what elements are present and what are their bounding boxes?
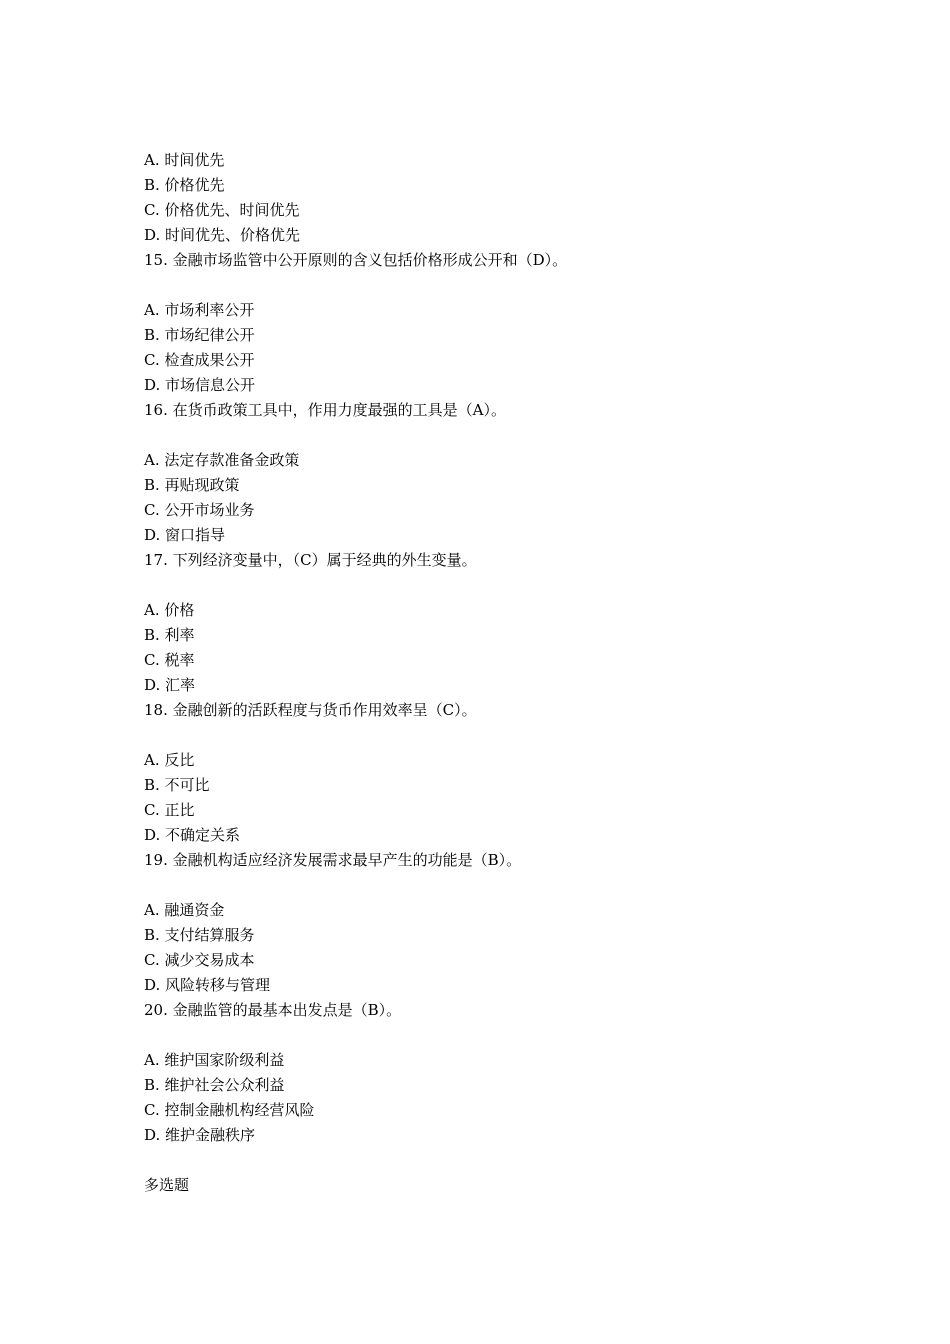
blank-line xyxy=(144,873,864,898)
option: C. 检查成果公开 xyxy=(144,351,255,369)
option: A. 反比 xyxy=(144,751,195,769)
blank-line xyxy=(144,1023,864,1048)
question-15 xyxy=(144,248,864,398)
option: B. 市场纪律公开 xyxy=(144,326,255,344)
blank-line xyxy=(144,723,864,748)
question-text: 19. 金融机构适应经济发展需求最早产生的功能是（B）。 xyxy=(144,851,522,869)
option: D. 时间优先、价格优先 xyxy=(144,226,301,244)
question-20 xyxy=(144,998,864,1148)
question-text: 17. 下列经济变量中，（C）属于经典的外生变量。 xyxy=(144,551,477,569)
section-title: 多选题 xyxy=(144,1176,190,1194)
question-18 xyxy=(144,698,864,848)
question-17 xyxy=(144,548,864,698)
option: D. 风险转移与管理 xyxy=(144,976,271,994)
option: D. 不确定关系 xyxy=(144,826,241,844)
question-text: 20. 金融监管的最基本出发点是（B）。 xyxy=(144,1001,402,1019)
option: D. 市场信息公开 xyxy=(144,376,256,394)
question-text: 18. 金融创新的活跃程度与货币作用效率呈（C）。 xyxy=(144,701,477,719)
document-page xyxy=(144,148,864,1198)
option: C. 公开市场业务 xyxy=(144,501,255,519)
option: A. 时间优先 xyxy=(144,151,225,169)
option: C. 减少交易成本 xyxy=(144,951,255,969)
option: B. 利率 xyxy=(144,626,195,644)
option: D. 维护金融秩序 xyxy=(144,1126,256,1144)
option: A. 融通资金 xyxy=(144,901,225,919)
option: B. 价格优先 xyxy=(144,176,225,194)
option: B. 维护社会公众利益 xyxy=(144,1076,285,1094)
option: B. 不可比 xyxy=(144,776,210,794)
option: A. 维护国家阶级利益 xyxy=(144,1051,285,1069)
option: B. 支付结算服务 xyxy=(144,926,255,944)
continued-options xyxy=(144,148,864,248)
option: C. 控制金融机构经营风险 xyxy=(144,1101,315,1119)
option: C. 正比 xyxy=(144,801,195,819)
question-19 xyxy=(144,848,864,998)
option: B. 再贴现政策 xyxy=(144,476,240,494)
option: C. 税率 xyxy=(144,651,195,669)
option: D. 汇率 xyxy=(144,676,196,694)
blank-line xyxy=(144,273,864,298)
option: D. 窗口指导 xyxy=(144,526,226,544)
option: A. 市场利率公开 xyxy=(144,301,255,319)
option: C. 价格优先、时间优先 xyxy=(144,201,300,219)
question-16 xyxy=(144,398,864,548)
question-text: 16. 在货币政策工具中，作用力度最强的工具是（A）。 xyxy=(144,401,506,419)
option: A. 价格 xyxy=(144,601,195,619)
option: A. 法定存款准备金政策 xyxy=(144,451,300,469)
question-text: 15. 金融市场监管中公开原则的含义包括价格形成公开和（D）。 xyxy=(144,251,568,269)
blank-line xyxy=(144,423,864,448)
blank-line xyxy=(144,573,864,598)
